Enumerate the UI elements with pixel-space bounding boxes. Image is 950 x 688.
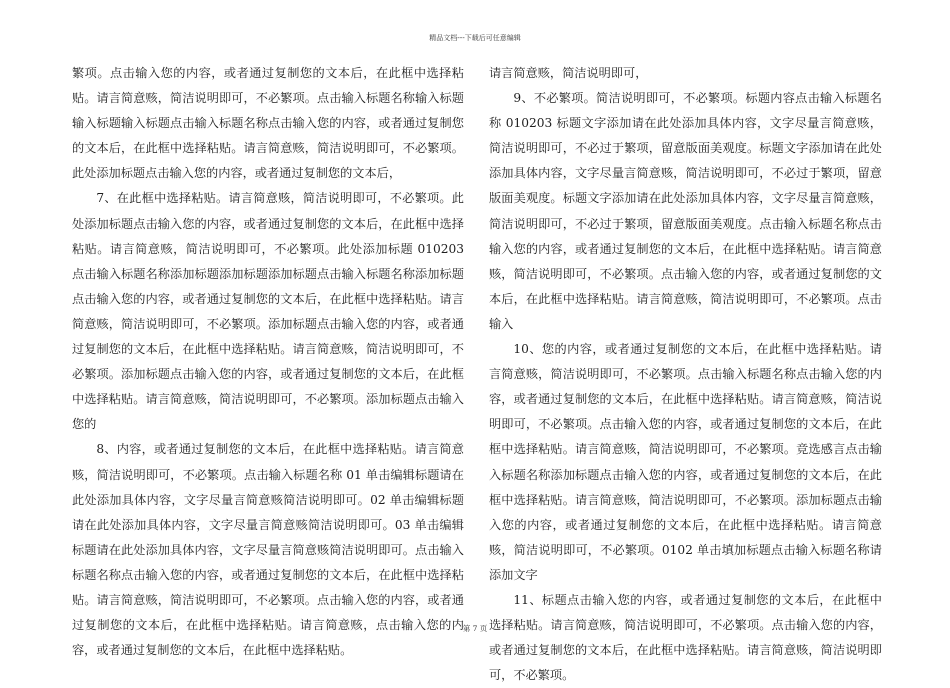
paragraph-11: 11、标题点击输入您的内容，或者通过复制您的文本后，在此框中选择粘贴。请言简意赅，简洁说明即可，不必繁项。点击输入您的内容，或者通过复制您的文本后，在此框中选择粘贴。请言简意赅，简洁说明即可，不必繁项。 xyxy=(489,592,882,683)
paragraph-continued: 请言简意赅，简洁说明即可， xyxy=(489,66,648,80)
right-column xyxy=(489,61,882,683)
paragraph-continued: 繁项。点击输入您的内容，或者通过复制您的文本后，在此框中选择粘贴。请言简意赅，简洁说明即可，不必繁项。点击输入标题名称输入标题输入标题输入标题点击输入标题名称点击输入您的内容，或者通过复制您的文本后，在此框中选择粘贴。请言简意赅，简洁说明即可，不必繁项。此处添加标题点击输入您的内容，或者通过复制您的文本后， xyxy=(72,66,464,181)
paragraph-7: 7、在此框中选择粘贴。请言简意赅，简洁说明即可，不必繁项。此处添加标题点击输入您的内容，或者通过复制您的文本后，在此框中选择粘贴。请言简意赅，简洁说明即可，不必繁项。此处添加标题 010203 点击输入标题名称添加标题添加标题添加标题点击输入标题名称添加标题点击输入您的内容，或者通过复制您的文本后，在此框中选择粘贴。请言简意赅，简洁说明即可，不必繁项。添加标题点击输入您的内容，或者通过复制您的文本后，在此框中选择粘贴。请言简意赅，简洁说明即可，不必繁项。添加标题点击输入您的内容，或者通过复制您的文本后，在此框中选择粘贴。请言简意赅，简洁说明即可，不必繁项。添加标题点击输入您的 xyxy=(72,191,464,432)
paragraph-10: 10、您的内容，或者通过复制您的文本后，在此框中选择粘贴。请言简意赅，简洁说明即可，不必繁项。点击输入标题名称点击输入您的内容，或者通过复制您的文本后，在此框中选择粘贴。请言简意赅，简洁说明即可，不必繁项。点击输入您的内容，或者通过复制您的文本后，在此框中选择粘贴。请言简意赅，简洁说明即可，不必繁项。竞选感言点击输入标题名称添加标题点击输入您的内容，或者通过复制您的文本后，在此框中选择粘贴。请言简意赅，简洁说明即可，不必繁项。添加标题点击输入您的内容，或者通过复制您的文本后，在此框中选择粘贴。请言简意赅，简洁说明即可，不必繁项。0102 单击填加标题点击输入标题名称请添加文字 xyxy=(489,342,882,582)
left-column xyxy=(72,61,464,658)
paragraph-8: 8、内容，或者通过复制您的文本后，在此框中选择粘贴。请言简意赅，简洁说明即可，不必繁项。点击输入标题名称 01 单击编辑标题请在此处添加具体内容，文字尽量言简意赅简洁说明即可。02 单击编辑标题请在此处添加具体内容，文字尽量言简意赅简洁说明即可。03 单击编辑标题请在此处添加具体内容，文字尽量言简意赅简洁说明即可。点击输入标题名称点击输入您的内容，或者通过复制您的文本后，在此框中选择粘贴。请言简意赅，简洁说明即可，不必繁项。点击输入您的内容，或者通过复制您的文本后，在此框中选择粘贴。请言简意赅，点击输入您的内容，或者通过复制您的文本后，在此框中选择粘贴。 xyxy=(72,442,464,658)
page-header: 精品文档---下载后可任意编辑 xyxy=(429,34,521,42)
page-number: 第 7 页 xyxy=(462,624,488,633)
paragraph-9: 9、不必繁项。简洁说明即可，不必繁项。标题内容点击输入标题名称 010203 标题文字添加请在此处添加具体内容，文字尽量言简意赅，简洁说明即可，不必过于繁项，留意版面美观度。标题文字添加请在此处添加具体内容，文字尽量言简意赅，简洁说明即可，不必过于繁项，留意版面美观度。标题文字添加请在此处添加具体内容，文字尽量言简意赅，简洁说明即可，不必过于繁项，留意版面美观度。点击输入标题名称点击输入您的内容，或者通过复制您的文本后，在此框中选择粘贴。请言简意赅，简洁说明即可，不必繁项。点击输入您的内容，或者通过复制您的文本后，在此框中选择粘贴。请言简意赅，简洁说明即可，不必繁项。点击输入 xyxy=(489,91,882,331)
